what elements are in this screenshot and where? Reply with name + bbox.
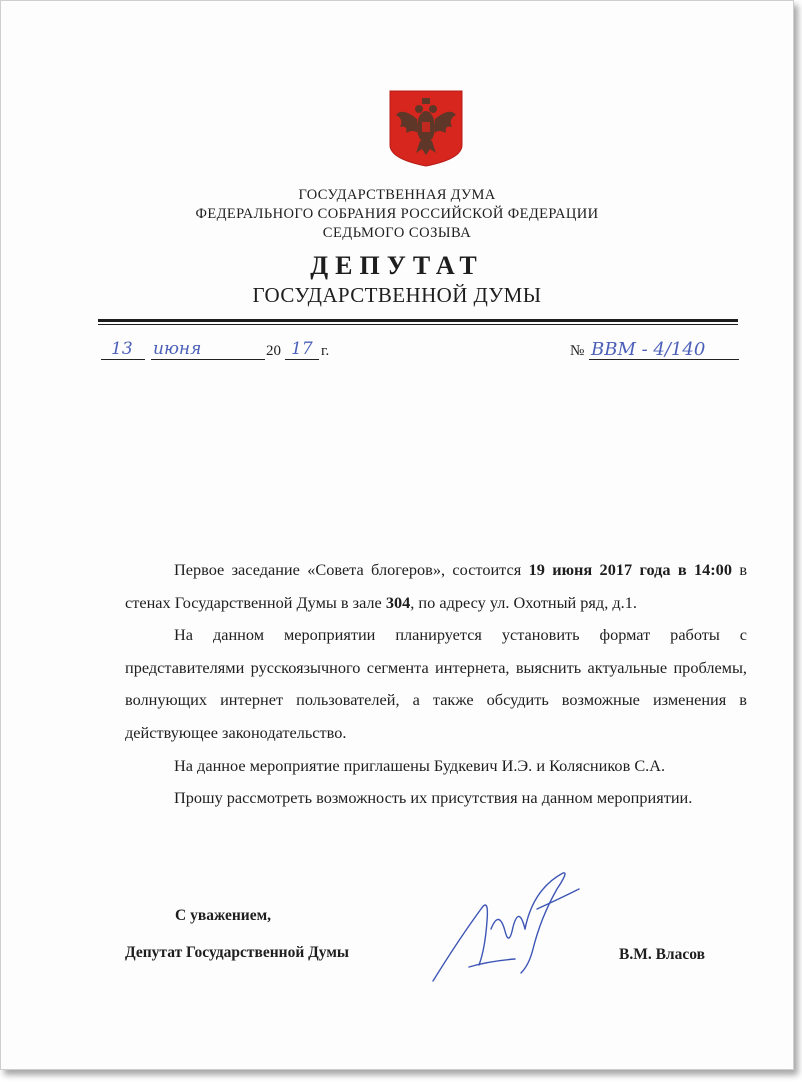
document-number: ВВМ - 4/140 [591,339,706,360]
date-month: июня [153,339,202,359]
date-day: 13 [111,339,133,359]
russian-coat-of-arms-icon [388,89,464,167]
year-underline [285,359,319,360]
signer-position: Депутат Государственной Думы [125,944,349,961]
letter-body [125,554,747,815]
paragraph-3: На данное мероприятие приглашены Будкевич И.Э. и Колясников С.А. [174,755,666,775]
letterhead-title: ДЕПУТАТ [310,251,484,280]
date-number-line [101,341,741,365]
header-line-2: ФЕДЕРАЛЬНОГО СОБРАНИЯ РОССИЙСКОЙ ФЕДЕРАЦИИ [195,206,599,222]
paragraph-4: Прошу рассмотреть возможность их присутствия на данном мероприятии. [174,788,693,808]
letterhead-subtitle: ГОСУДАРСТВЕННОЙ ДУМЫ [252,283,542,307]
closing-regards: С уважением, [175,907,272,924]
date-year: 17 [291,339,313,359]
header-line-1: ГОСУДАРСТВЕННАЯ ДУМА [298,187,496,203]
year-prefix: 20 [266,343,281,359]
handwritten-signature [429,869,599,989]
header-line-3: СЕДЬМОГО СОЗЫВА [322,225,472,241]
paragraph-1: Первое заседание «Совета блогеров», состоится 19 июня 2017 года в 14:00 в стенах Государственной Думы в зале 304, по адресу ул. Охотный ряд, д.1. [125,560,748,612]
paragraph-2: На данном мероприятии планируется установить формат работы с представителями русскоязычного сегмента интернета, выяснить актуальные проблемы, волнующих интернет пользователей, а также обсудить возможные изменения в действующее законодательство. [125,625,747,742]
number-label: № [570,343,585,359]
divider-thick [98,319,738,322]
signer-name: В.М. Власов [619,946,705,963]
divider-thin [98,324,738,325]
month-underline [151,359,265,360]
day-underline [101,359,145,360]
year-unit: г. [321,343,330,359]
